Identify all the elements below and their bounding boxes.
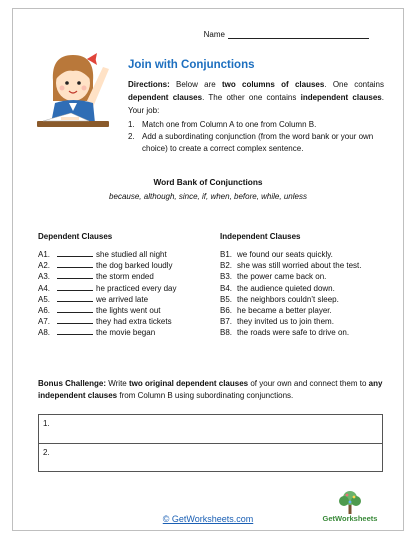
dependent-clause-item: A5. we arrived late (38, 294, 149, 304)
independent-clause-item: B5. the neighbors couldn’t sleep. (220, 294, 339, 304)
answer-box (38, 414, 383, 472)
tree-icon (337, 490, 363, 514)
word-bank-title: Word Bank of Conjunctions (153, 177, 263, 187)
independent-clause-item: B8. the roads were safe to drive on. (220, 328, 350, 338)
bonus-challenge: Bonus Challenge: Write two original dependent clauses of your own and connect them to any independent clauses from Column B using subordinating conjunctions. (38, 379, 383, 400)
independent-clause-item: B6. he became a better player. (220, 306, 332, 316)
column-b-list (220, 249, 380, 339)
directions-text: Directions: Below are two columns of clauses. One contains dependent clauses. The other one contains independent clauses. Your job: (128, 80, 384, 115)
dependent-clause-item: A1. she studied all night (38, 250, 167, 259)
answer-blank[interactable] (57, 294, 93, 302)
answer-line-1[interactable]: 1. (43, 419, 50, 428)
logo-text: GetWorksheets (322, 514, 378, 523)
step-item: 1. Match one from Column A to one from Column B. (128, 120, 317, 129)
column-a-list (38, 249, 177, 339)
answer-blank[interactable] (57, 305, 93, 313)
dependent-clause-item: A7. they had extra tickets (38, 317, 172, 327)
step-item: 2. Add a subordinating conjunction (from the word bank or your own choice) to create a correct complex sentence. (128, 132, 374, 153)
student-illustration (31, 49, 115, 139)
independent-clause-item: B7. they invited us to join them. (220, 317, 334, 327)
worksheet-page (12, 8, 404, 531)
independent-clause-item: B3. the power came back on. (220, 272, 327, 282)
answer-line-2[interactable]: 2. (39, 443, 382, 471)
column-a-header: Dependent Clauses (38, 232, 113, 241)
dependent-clause-item: A8. the movie began (38, 328, 156, 338)
answer-blank[interactable] (57, 316, 93, 324)
name-blank[interactable] (228, 30, 369, 39)
dependent-clause-item: A4. he practiced every day (38, 283, 177, 293)
independent-clause-item: B4. the audience quieted down. (220, 283, 335, 293)
answer-blank[interactable] (57, 327, 93, 335)
dependent-clause-item: A2. the dog barked loudly (38, 261, 173, 271)
answer-blank[interactable] (57, 271, 93, 279)
name-field[interactable] (204, 30, 369, 39)
independent-clause-item: B2. she was still worried about the test. (220, 261, 362, 271)
dependent-clause-item: A3. the storm ended (38, 272, 154, 282)
worksheet-title: Join with Conjunctions (128, 59, 255, 71)
getworksheets-link[interactable]: © GetWorksheets.com (162, 514, 254, 524)
name-label: Name (203, 30, 225, 39)
independent-clause-item: B1. we found our seats quickly. (220, 250, 333, 259)
column-b-header: Independent Clauses (220, 232, 301, 241)
dependent-clause-item: A6. the lights went out (38, 306, 161, 316)
getworksheets-logo (313, 490, 387, 528)
answer-blank[interactable] (57, 283, 93, 291)
answer-blank[interactable] (57, 260, 93, 268)
answer-blank[interactable] (57, 249, 93, 257)
word-bank-words: because, although, since, if, when, before, while, unless (109, 192, 307, 201)
instruction-steps (128, 119, 384, 155)
